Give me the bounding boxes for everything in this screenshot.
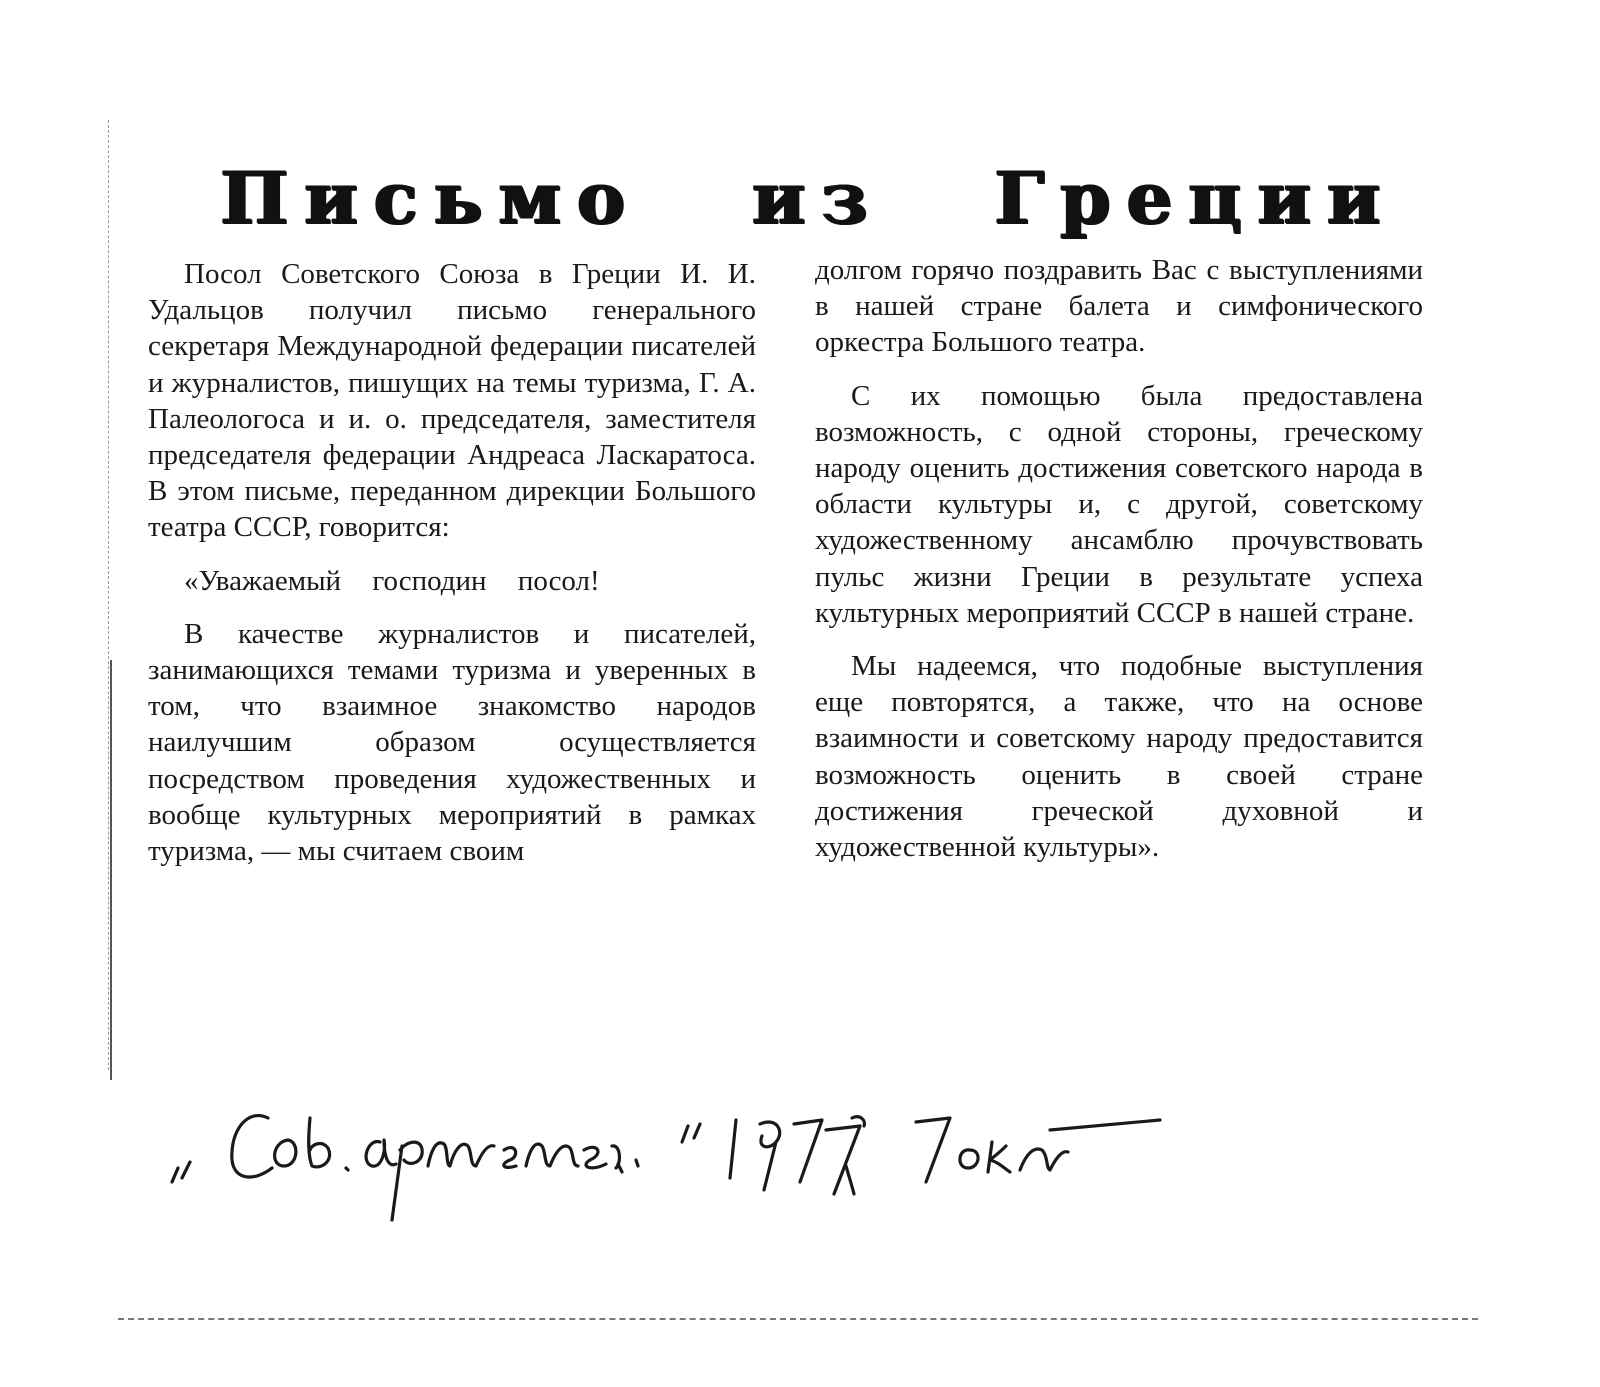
paragraph: «Уважаемый господин посол! — [184, 564, 600, 597]
handwritten-source-note — [170, 1090, 1170, 1250]
article-title: Письмо из Греции — [220, 155, 1397, 240]
paragraph: Мы надеемся, что подобные выступления еще повторятся, а также, что на основе взаимности и советскому народу предоставится возможность оценить в своей стране достижения греческой духовной и художественной культуры». — [815, 650, 1423, 864]
paragraph: В качестве журналистов и писателей, занимающихся темами туризма и уверенных в том, что взаимное знакомство народов наилучшим образом осуществляется посредством проведения художественных и вообще культурных мероприятий в рамках туризма, — мы считаем своим — [148, 617, 756, 868]
paragraph: С их помощью была предоставлена возможность, с одной стороны, греческому народу оценить достижения советского народа в области культуры и, с другой, советскому художественному ансамблю прочувствовать пульс жизни Греции в результате успеха культурных мероприятий СССР в нашей стране. — [815, 379, 1423, 629]
paragraph: Посол Советского Союза в Греции И. И. Удальцов получил письмо генерального секретаря Международной федерации писателей и журналистов, пишущих на темы туризма, Г. А. Палеологоса и и. о. председателя, заместителя председателя федерации Андреаса Ласкаратоса. В этом письме, переданном дирекции Большого театра СССР, говорится: — [148, 258, 756, 544]
article-column-right — [815, 252, 1423, 882]
scan-edge-bottom — [118, 1318, 1478, 1320]
paragraph: долгом горячо поздравить Вас с выступлениями в нашей стране балета и симфонического оркестра Большого театра. — [815, 254, 1423, 359]
scan-edge-left-mark — [110, 660, 112, 1080]
article-column-left — [148, 256, 756, 886]
scan-edge-left — [108, 120, 109, 1070]
